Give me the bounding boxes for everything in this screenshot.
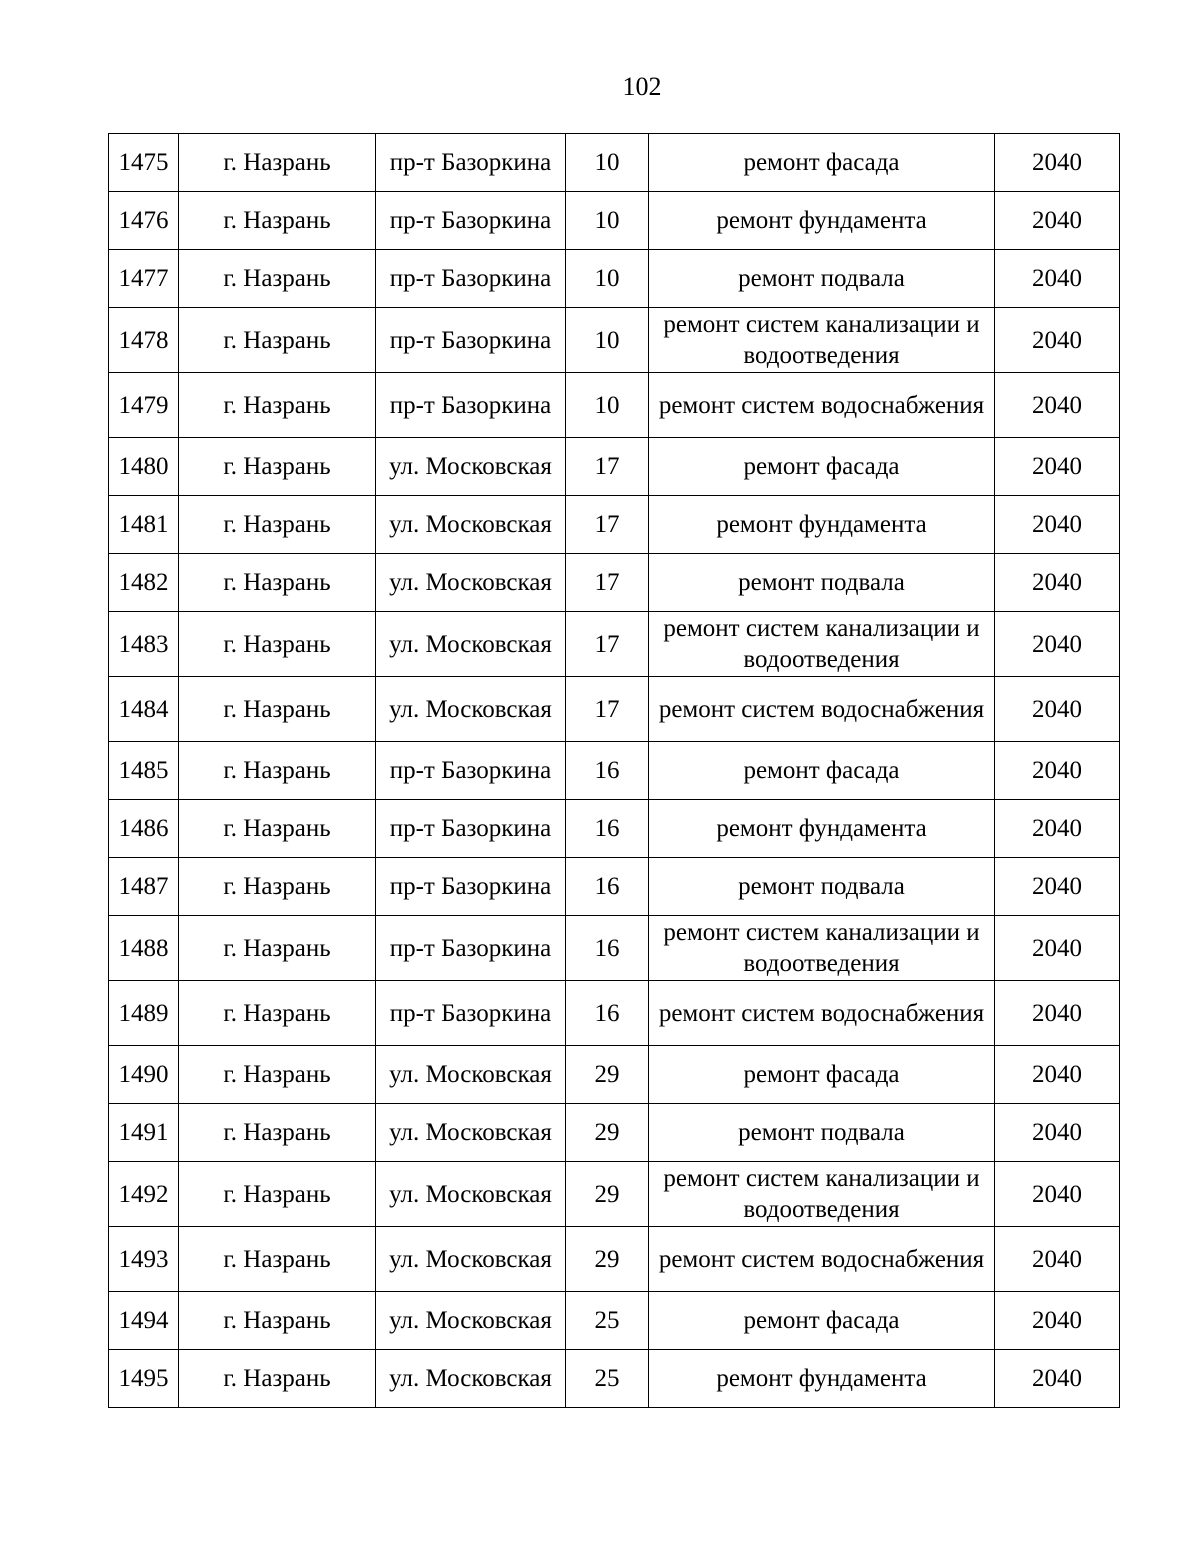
- street-cell: пр-т Базоркина: [376, 134, 566, 192]
- work-type-cell: ремонт систем водоснабжения: [649, 981, 995, 1046]
- row-number-cell: 1475: [109, 134, 179, 192]
- work-type-cell: ремонт систем канализации и водоотведения: [649, 308, 995, 373]
- house-number-cell: 25: [566, 1292, 649, 1350]
- house-number-cell: 17: [566, 612, 649, 677]
- row-number-cell: 1485: [109, 742, 179, 800]
- work-type-cell: ремонт фундамента: [649, 496, 995, 554]
- street-cell: ул. Московская: [376, 1046, 566, 1104]
- street-cell: пр-т Базоркина: [376, 800, 566, 858]
- table-row: [109, 373, 1120, 438]
- street-cell: пр-т Базоркина: [376, 373, 566, 438]
- table-row: [109, 800, 1120, 858]
- street-cell: ул. Московская: [376, 677, 566, 742]
- house-number-cell: 16: [566, 800, 649, 858]
- year-cell: 2040: [995, 677, 1120, 742]
- work-type-cell: ремонт фасада: [649, 1046, 995, 1104]
- table-row: [109, 192, 1120, 250]
- table-row: [109, 1350, 1120, 1408]
- work-type-cell: ремонт систем водоснабжения: [649, 373, 995, 438]
- city-cell: г. Назрань: [179, 1227, 376, 1292]
- street-cell: ул. Московская: [376, 554, 566, 612]
- row-number-cell: 1481: [109, 496, 179, 554]
- row-number-cell: 1490: [109, 1046, 179, 1104]
- city-cell: г. Назрань: [179, 916, 376, 981]
- year-cell: 2040: [995, 1162, 1120, 1227]
- year-cell: 2040: [995, 438, 1120, 496]
- year-cell: 2040: [995, 1227, 1120, 1292]
- repair-schedule-table: [108, 133, 1120, 1408]
- city-cell: г. Назрань: [179, 1162, 376, 1227]
- year-cell: 2040: [995, 1350, 1120, 1408]
- row-number-cell: 1478: [109, 308, 179, 373]
- row-number-cell: 1495: [109, 1350, 179, 1408]
- work-type-cell: ремонт систем канализации и водоотведения: [649, 1162, 995, 1227]
- row-number-cell: 1493: [109, 1227, 179, 1292]
- house-number-cell: 16: [566, 916, 649, 981]
- row-number-cell: 1483: [109, 612, 179, 677]
- year-cell: 2040: [995, 308, 1120, 373]
- year-cell: 2040: [995, 496, 1120, 554]
- table-row: [109, 134, 1120, 192]
- house-number-cell: 10: [566, 373, 649, 438]
- table-row: [109, 916, 1120, 981]
- row-number-cell: 1477: [109, 250, 179, 308]
- city-cell: г. Назрань: [179, 438, 376, 496]
- table-row: [109, 554, 1120, 612]
- table-row: [109, 1227, 1120, 1292]
- row-number-cell: 1492: [109, 1162, 179, 1227]
- street-cell: ул. Московская: [376, 1162, 566, 1227]
- work-type-cell: ремонт фундамента: [649, 192, 995, 250]
- city-cell: г. Назрань: [179, 981, 376, 1046]
- work-type-cell: ремонт систем водоснабжения: [649, 677, 995, 742]
- work-type-cell: ремонт фасада: [649, 742, 995, 800]
- table-row: [109, 742, 1120, 800]
- table-row: [109, 1046, 1120, 1104]
- work-type-cell: ремонт подвала: [649, 250, 995, 308]
- table-row: [109, 858, 1120, 916]
- work-type-cell: ремонт фасада: [649, 1292, 995, 1350]
- year-cell: 2040: [995, 554, 1120, 612]
- city-cell: г. Назрань: [179, 1350, 376, 1408]
- street-cell: ул. Московская: [376, 612, 566, 677]
- house-number-cell: 29: [566, 1104, 649, 1162]
- row-number-cell: 1476: [109, 192, 179, 250]
- year-cell: 2040: [995, 916, 1120, 981]
- house-number-cell: 17: [566, 554, 649, 612]
- work-type-cell: ремонт систем канализации и водоотведения: [649, 916, 995, 981]
- table-row: [109, 308, 1120, 373]
- city-cell: г. Назрань: [179, 373, 376, 438]
- street-cell: ул. Московская: [376, 1104, 566, 1162]
- row-number-cell: 1484: [109, 677, 179, 742]
- street-cell: пр-т Базоркина: [376, 192, 566, 250]
- year-cell: 2040: [995, 192, 1120, 250]
- table-row: [109, 612, 1120, 677]
- table-row: [109, 1162, 1120, 1227]
- house-number-cell: 16: [566, 981, 649, 1046]
- work-type-cell: ремонт систем канализации и водоотведения: [649, 612, 995, 677]
- table-row: [109, 250, 1120, 308]
- city-cell: г. Назрань: [179, 858, 376, 916]
- row-number-cell: 1494: [109, 1292, 179, 1350]
- city-cell: г. Назрань: [179, 800, 376, 858]
- table-row: [109, 981, 1120, 1046]
- street-cell: пр-т Базоркина: [376, 981, 566, 1046]
- house-number-cell: 10: [566, 250, 649, 308]
- work-type-cell: ремонт подвала: [649, 554, 995, 612]
- year-cell: 2040: [995, 134, 1120, 192]
- house-number-cell: 17: [566, 496, 649, 554]
- city-cell: г. Назрань: [179, 1104, 376, 1162]
- house-number-cell: 10: [566, 308, 649, 373]
- house-number-cell: 17: [566, 677, 649, 742]
- street-cell: пр-т Базоркина: [376, 742, 566, 800]
- year-cell: 2040: [995, 1104, 1120, 1162]
- house-number-cell: 17: [566, 438, 649, 496]
- page-number: 102: [622, 72, 662, 101]
- table-row: [109, 496, 1120, 554]
- work-type-cell: ремонт фасада: [649, 438, 995, 496]
- city-cell: г. Назрань: [179, 496, 376, 554]
- table-body: [109, 134, 1120, 1408]
- city-cell: г. Назрань: [179, 677, 376, 742]
- street-cell: ул. Московская: [376, 496, 566, 554]
- work-type-cell: ремонт фундамента: [649, 800, 995, 858]
- row-number-cell: 1487: [109, 858, 179, 916]
- city-cell: г. Назрань: [179, 308, 376, 373]
- table-row: [109, 1292, 1120, 1350]
- city-cell: г. Назрань: [179, 1292, 376, 1350]
- city-cell: г. Назрань: [179, 554, 376, 612]
- row-number-cell: 1486: [109, 800, 179, 858]
- city-cell: г. Назрань: [179, 1046, 376, 1104]
- work-type-cell: ремонт фасада: [649, 134, 995, 192]
- street-cell: пр-т Базоркина: [376, 858, 566, 916]
- table-row: [109, 677, 1120, 742]
- house-number-cell: 10: [566, 134, 649, 192]
- year-cell: 2040: [995, 1292, 1120, 1350]
- year-cell: 2040: [995, 742, 1120, 800]
- city-cell: г. Назрань: [179, 612, 376, 677]
- house-number-cell: 10: [566, 192, 649, 250]
- row-number-cell: 1479: [109, 373, 179, 438]
- street-cell: ул. Московская: [376, 1227, 566, 1292]
- year-cell: 2040: [995, 612, 1120, 677]
- work-type-cell: ремонт подвала: [649, 1104, 995, 1162]
- city-cell: г. Назрань: [179, 742, 376, 800]
- city-cell: г. Назрань: [179, 192, 376, 250]
- city-cell: г. Назрань: [179, 134, 376, 192]
- year-cell: 2040: [995, 981, 1120, 1046]
- street-cell: ул. Московская: [376, 438, 566, 496]
- work-type-cell: ремонт фундамента: [649, 1350, 995, 1408]
- city-cell: г. Назрань: [179, 250, 376, 308]
- year-cell: 2040: [995, 250, 1120, 308]
- row-number-cell: 1489: [109, 981, 179, 1046]
- row-number-cell: 1491: [109, 1104, 179, 1162]
- work-type-cell: ремонт систем водоснабжения: [649, 1227, 995, 1292]
- house-number-cell: 29: [566, 1227, 649, 1292]
- row-number-cell: 1480: [109, 438, 179, 496]
- year-cell: 2040: [995, 1046, 1120, 1104]
- row-number-cell: 1482: [109, 554, 179, 612]
- house-number-cell: 29: [566, 1046, 649, 1104]
- year-cell: 2040: [995, 373, 1120, 438]
- street-cell: ул. Московская: [376, 1350, 566, 1408]
- year-cell: 2040: [995, 800, 1120, 858]
- street-cell: пр-т Базоркина: [376, 250, 566, 308]
- street-cell: пр-т Базоркина: [376, 308, 566, 373]
- row-number-cell: 1488: [109, 916, 179, 981]
- work-type-cell: ремонт подвала: [649, 858, 995, 916]
- house-number-cell: 25: [566, 1350, 649, 1408]
- street-cell: ул. Московская: [376, 1292, 566, 1350]
- house-number-cell: 16: [566, 742, 649, 800]
- street-cell: пр-т Базоркина: [376, 916, 566, 981]
- house-number-cell: 29: [566, 1162, 649, 1227]
- table-row: [109, 1104, 1120, 1162]
- house-number-cell: 16: [566, 858, 649, 916]
- year-cell: 2040: [995, 858, 1120, 916]
- table-row: [109, 438, 1120, 496]
